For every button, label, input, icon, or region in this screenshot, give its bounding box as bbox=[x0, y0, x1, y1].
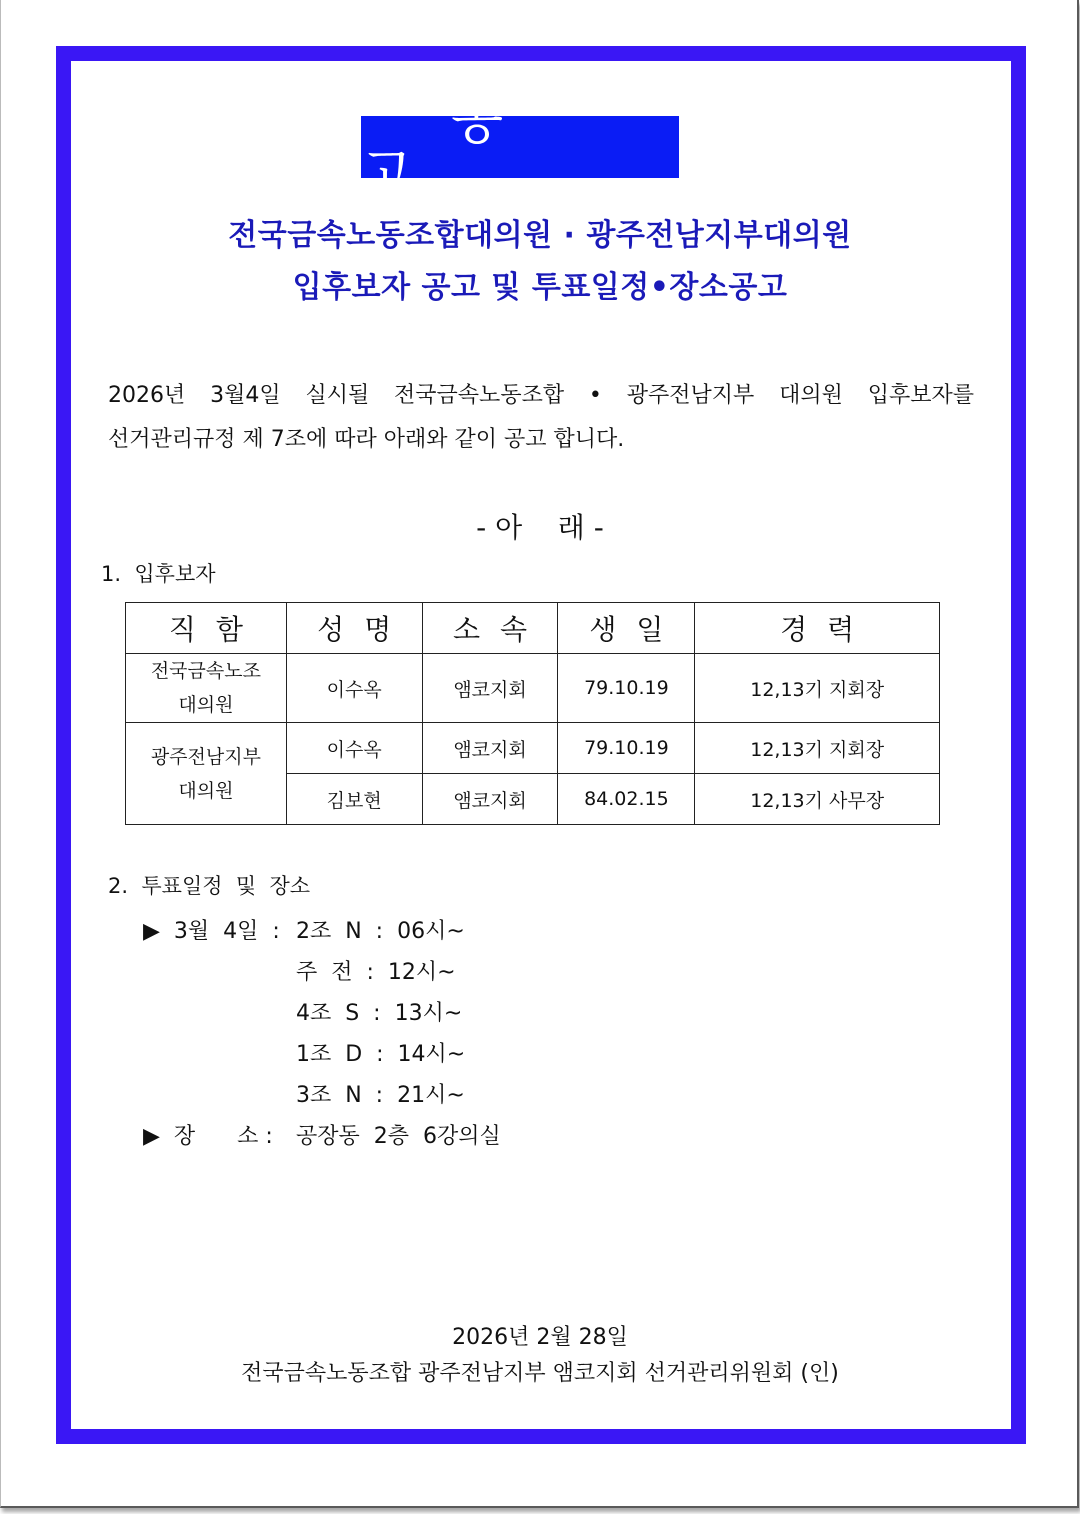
name-cell: 이수옥 bbox=[286, 654, 422, 723]
table-row bbox=[126, 723, 940, 774]
career-cell: 12,13기 사무장 bbox=[695, 774, 940, 825]
branch-cell: 앰코지회 bbox=[422, 654, 558, 723]
position-line2: 대의원 bbox=[178, 694, 234, 716]
section1-heading: 1. 입후보자 bbox=[101, 562, 216, 586]
shift-item: 4조 S : 13시~ bbox=[296, 1001, 463, 1026]
birth-cell: 79.10.19 bbox=[558, 723, 695, 774]
name-cell: 이수옥 bbox=[286, 723, 422, 774]
name-cell: 김보현 bbox=[286, 774, 422, 825]
position-line1: 전국금속노조 bbox=[150, 660, 261, 682]
header-birth: 생일 bbox=[558, 603, 695, 654]
branch-cell: 앰코지회 bbox=[422, 774, 558, 825]
career-cell: 12,13기 지회장 bbox=[695, 654, 940, 723]
footer-date: 2026년 2월 28일 bbox=[452, 1325, 628, 1350]
intro-line1: 2026년 3월4일 실시될 전국금속노동조합 • 광주전남지부 대의원 입후보자를 bbox=[108, 383, 974, 408]
header-name: 성명 bbox=[286, 603, 422, 654]
table-row bbox=[126, 654, 940, 723]
birth-cell: 79.10.19 bbox=[558, 654, 695, 723]
place-value: 공장동 2층 6강의실 bbox=[296, 1124, 501, 1149]
position-line1: 광주전남지부 bbox=[150, 745, 261, 768]
header-branch: 소속 bbox=[422, 603, 558, 654]
shift-item: 주 전 : 12시~ bbox=[296, 960, 456, 985]
career-cell: 12,13기 지회장 bbox=[695, 723, 940, 774]
subtitle-line1: 전국금속노동조합대의원 · 광주전남지부대의원 bbox=[228, 218, 852, 253]
intro-paragraph bbox=[108, 374, 974, 462]
notice-title: 공 고 bbox=[361, 116, 679, 178]
position-cell bbox=[126, 654, 287, 723]
shift-item: 3조 N : 21시~ bbox=[296, 1083, 465, 1108]
header-position: 직함 bbox=[126, 603, 287, 654]
branch-cell: 앰코지회 bbox=[422, 723, 558, 774]
shift-item: 2조 N : 06시~ bbox=[296, 919, 465, 944]
place-label: ▶ 장 소 : bbox=[143, 1124, 273, 1149]
position-line2: 대의원 bbox=[178, 779, 234, 802]
arae-heading: - 아 래 - bbox=[476, 511, 604, 544]
subtitle-line2: 입후보자 공고 및 투표일정•장소공고 bbox=[292, 270, 788, 305]
section2-heading: 2. 투표일정 및 장소 bbox=[108, 874, 311, 898]
position-cell bbox=[126, 723, 287, 825]
footer-issuer: 전국금속노동조합 광주전남지부 앰코지회 선거관리위원회 (인) bbox=[241, 1361, 839, 1386]
shift-item: 1조 D : 14시~ bbox=[296, 1042, 466, 1067]
header-career: 경력 bbox=[695, 603, 940, 654]
table-header-row bbox=[126, 603, 940, 654]
schedule-date-label: ▶ 3월 4일 : bbox=[143, 919, 280, 944]
intro-line2: 선거관리규정 제 7조에 따라 아래와 같이 공고 합니다. bbox=[108, 427, 625, 452]
candidate-table bbox=[125, 602, 940, 825]
birth-cell: 84.02.15 bbox=[558, 774, 695, 825]
